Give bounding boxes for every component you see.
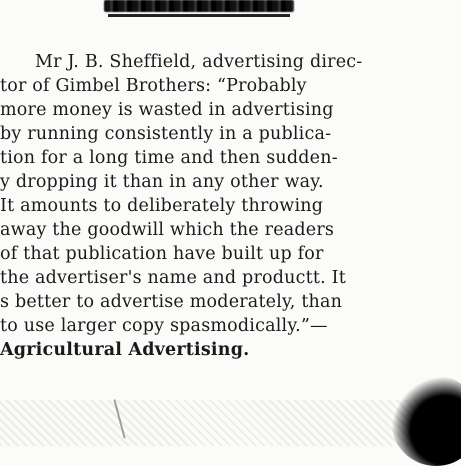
article-source: Agricultural Advertising. <box>0 340 250 360</box>
article-line: more money is wasted in advertising <box>0 100 334 120</box>
article-line: Mr J. B. Sheffield, advertising direc- <box>35 52 363 72</box>
article-line: y dropping it than in any other way. <box>0 172 324 192</box>
article-line: by running consistently in a publica- <box>0 124 332 144</box>
header-rule-underline <box>108 14 290 17</box>
article-line: It amounts to deliberately throwing <box>0 196 324 216</box>
article-line: the advertiser's name and productt. It <box>0 268 346 288</box>
ink-blot <box>391 376 461 466</box>
header-rule <box>104 0 294 12</box>
article-line: of that publication have built up for <box>0 244 324 264</box>
article-line: s better to advertise moderately, than <box>0 292 343 312</box>
article-line: away the goodwill which the readers <box>0 220 335 240</box>
article-line: tor of Gimbel Brothers: “Probably <box>0 76 307 96</box>
article-line: tion for a long time and then sudden- <box>0 148 338 168</box>
article-line: to use larger copy spasmodically.”— <box>0 316 328 336</box>
